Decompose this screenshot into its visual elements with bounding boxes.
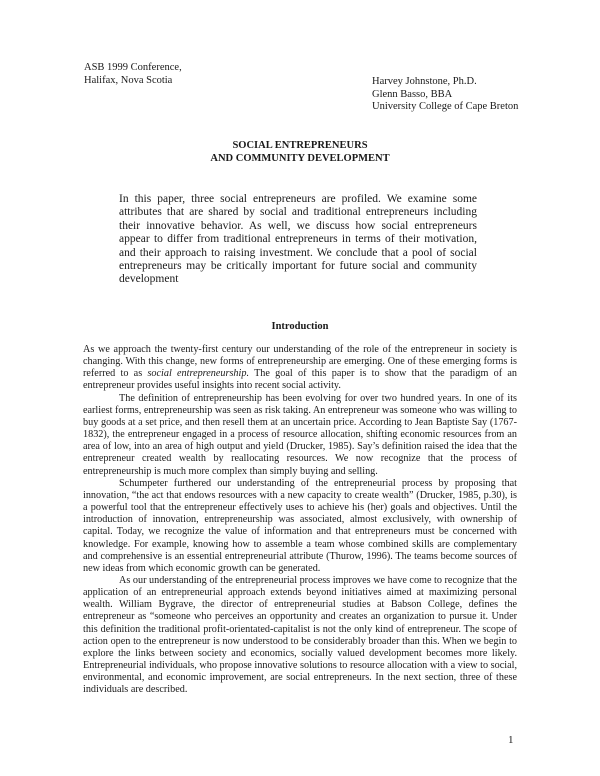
page-number: 1: [508, 734, 514, 746]
conference-line-1: ASB 1999 Conference,: [84, 62, 182, 73]
paragraph-1: [83, 344, 517, 393]
abstract: In this paper, three social entrepreneurs are profiled. We examine some attributes that are shared by social and traditional entrepreneurs including their innovative behavior. As well, we discuss how social entrepreneurs appear to differ from traditional entrepreneurs in terms of their motivation, and their approach to raising investment. We conclude that a pool of social entrepreneurs may be critically important for future social and community development: [119, 193, 477, 286]
author-2: Glenn Basso, BBA: [372, 88, 453, 100]
paragraph-2: The definition of entrepreneurship has been evolving for over two hundred years. In one of its earliest forms, entrepreneurship was seen as risk taking. An entrepreneur was someone who was willing to buy goods at a set price, and then resell them at an uncertain price. According to Jean Baptiste Say (1767-1832), the entrepreneur engaged in a process of resource allocation, shifting economic resources from an area of low, into an area of high output and yield (Drucker, 1985). Say’s definition raised the idea that the entrepreneur created wealth by reallocating resources. We now recognize that the process of entrepreneurship is much more complex than simply buying and selling.: [83, 392, 517, 477]
paragraph-3: Schumpeter furthered our understanding of the entrepreneurial process by proposing that innovation, “the act that endows resources with a new capacity to create wealth” (Drucker, 1985, p.30), is a powerful tool that the entrepreneur effectively uses to achieve his (her) goals and objectives. Until the introduction of innovation, entrepreneurship was associated, almost exclusively, with ownership of capital. Today, we recognize the value of information and that entrepreneurs must be concerned with knowledge. For example, knowing how to assemble a team whose combined skills are complementary and comprehensive is an essential entrepreneurial attribute (Thurow, 1996). The teams become sources of new ideas from which economic growth can be generated.: [83, 477, 517, 574]
paragraph-4: As our understanding of the entrepreneurial process improves we have come to recognize that the application of an entrepreneurial approach extends beyond initiatives aimed at maximizing personal wealth. William Bygrave, the director of entrepreneurial studies at Babson College, defines the entrepreneur as “someone who perceives an opportunity and creates an organization to pursue it. Under this definition the traditional profit-orientated-capitalist is not the only kind of entrepreneur. The scope of action open to the entrepreneur is now understood to be considerably broader than this. When we begin to explore the links between society and economics, socially valued development becomes more likely. Entrepreneurial individuals, who propose innovative solutions to resource allocation with a view to social, environmental, and economic improvement, are social entrepreneurs. In the next section, three of these individuals are described.: [83, 574, 517, 696]
affiliation: University College of Cape Breton: [372, 101, 519, 112]
conference-info: [84, 62, 182, 87]
title-line-1: SOCIAL ENTREPRENEURS: [232, 140, 368, 151]
introduction-body: [83, 344, 517, 697]
paragraph-1-part-b: The goal of this paper is to show that the paradigm of an entrepreneur provides useful insights into recent social activity.: [83, 368, 517, 392]
paragraph-1-part-a: As we approach the twenty-first century our understanding of the role of the entrepreneur in society is changing. With this change, new forms of entrepreneurship are emerging. One of these emerging forms is referred to as: [83, 344, 517, 380]
paper-title: [0, 139, 600, 165]
author-1: Harvey Johnstone, Ph.D.: [372, 76, 477, 87]
paragraph-1-emphasis: social entrepreneurship.: [147, 368, 249, 380]
title-line-2: AND COMMUNITY DEVELOPMENT: [210, 153, 390, 164]
author-block: [372, 76, 518, 114]
conference-line-2: Halifax, Nova Scotia: [84, 74, 173, 86]
section-heading-introduction: Introduction: [271, 321, 329, 332]
